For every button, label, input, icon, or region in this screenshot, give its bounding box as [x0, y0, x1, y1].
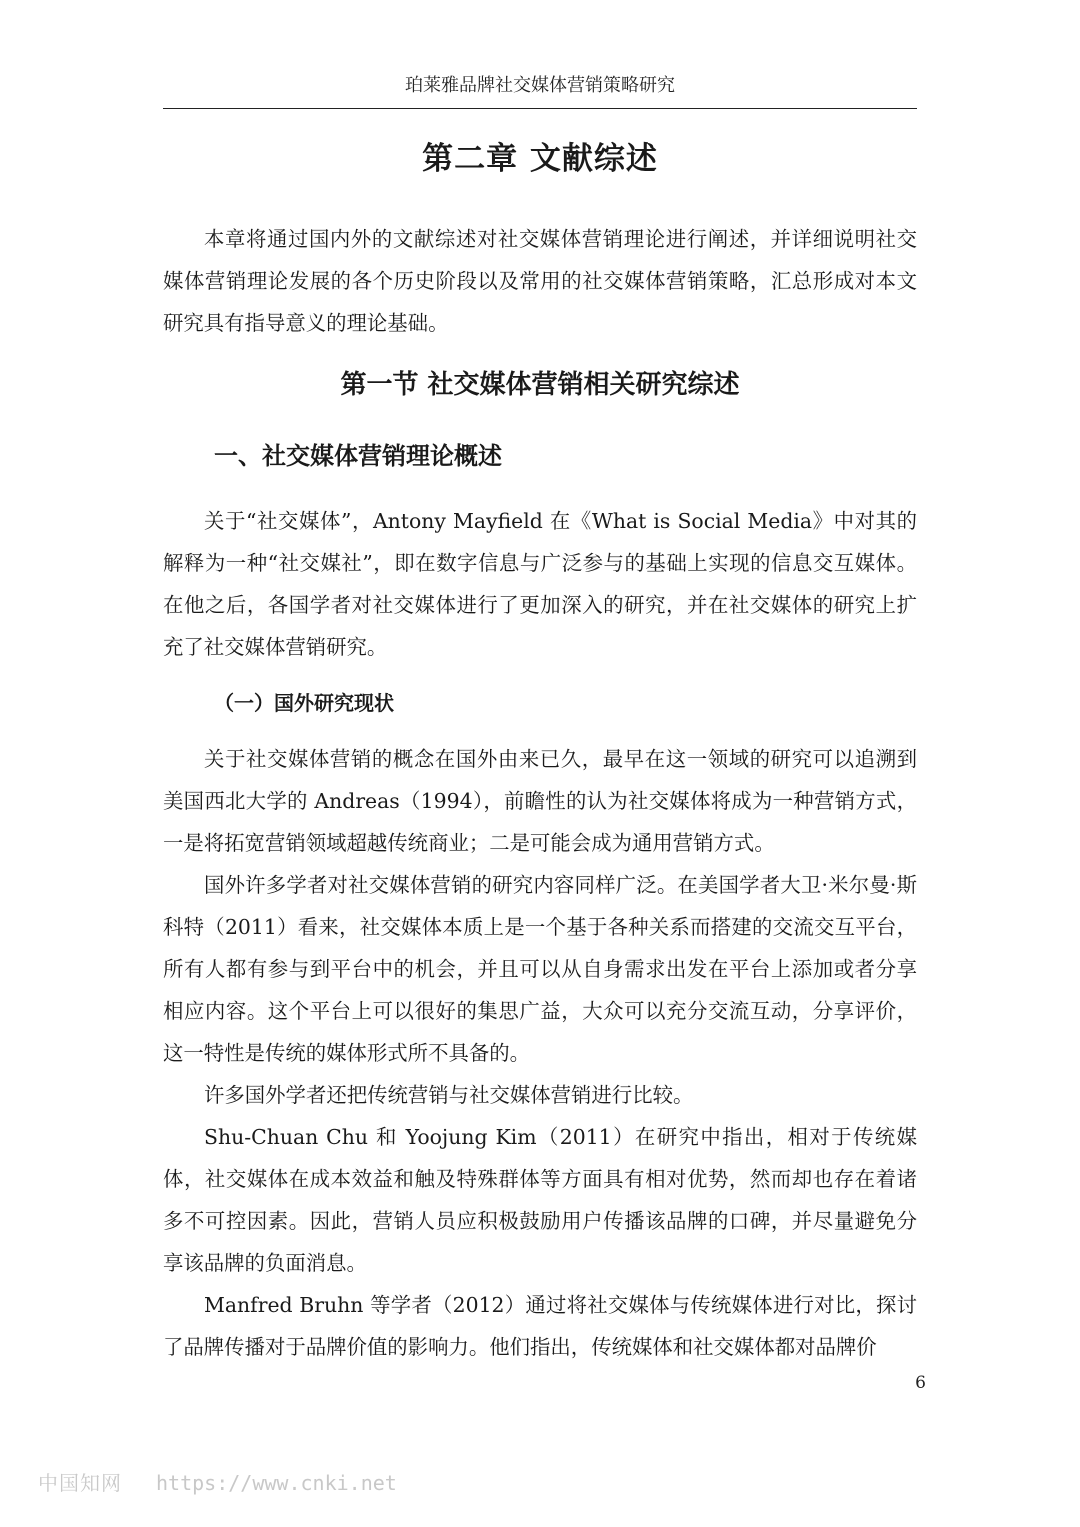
watermark-brand: 中国知网 — [38, 1471, 122, 1495]
body-paragraph: 国外许多学者对社交媒体营销的研究内容同样广泛。在美国学者大卫·米尔曼·斯科特（2011）看来，社交媒体本质上是一个基于各种关系而搭建的交流交互平台，所有人都有参与到平台中的机会，并且可以从自身需求出发在平台上添加或者分享相应内容。这个平台上可以很好的集思广益，大众可以充分交流互动，分享评价，这一特性是传统的媒体形式所不具备的。 — [163, 873, 917, 1065]
watermark-url: https://www.cnki.net — [156, 1471, 397, 1495]
subsection-title: 一、社交媒体营销理论概述 — [214, 442, 502, 470]
intro-paragraph: 本章将通过国内外的文献综述对社交媒体营销理论进行阐述，并详细说明社交媒体营销理论发展的各个历史阶段以及常用的社交媒体营销策略，汇总形成对本文研究具有指导意义的理论基础。 — [163, 227, 917, 335]
body-paragraph: Shu-Chuan Chu 和 Yoojung Kim（2011）在研究中指出，相对于传统媒体，社交媒体在成本效益和触及特殊群体等方面具有相对优势，然而却也存在着诸多不可控因素。因此，营销人员应积极鼓励用户传播该品牌的口碑，并尽量避免分享该品牌的负面消息。 — [163, 1125, 917, 1275]
subsubsection-title: （一）国外研究现状 — [214, 691, 394, 715]
page-number: 6 — [915, 1373, 926, 1393]
section-title: 第一节 社交媒体营销相关研究综述 — [340, 370, 740, 400]
header-rule — [163, 108, 917, 109]
running-header: 珀莱雅品牌社交媒体营销策略研究 — [405, 75, 675, 96]
body-paragraph: 许多国外学者还把传统营销与社交媒体营销进行比较。 — [204, 1083, 694, 1107]
chapter-title: 第二章 文献综述 — [422, 141, 658, 177]
cnki-watermark — [38, 1470, 397, 1496]
body-paragraph: 关于社交媒体营销的概念在国外由来已久，最早在这一领域的研究可以追溯到美国西北大学的 Andreas（1994），前瞻性的认为社交媒体将成为一种营销方式，一是将拓宽营销领域超越传统商业；二是可能会成为通用营销方式。 — [163, 747, 917, 855]
body-paragraph: Manfred Bruhn 等学者（2012）通过将社交媒体与传统媒体进行对比，探讨了品牌传播对于品牌价值的影响力。他们指出，传统媒体和社交媒体都对品牌价 — [163, 1293, 917, 1359]
overview-paragraph: 关于“社交媒体”，Antony Mayfield 在《What is Social Media》中对其的解释为一种“社交媒社”，即在数字信息与广泛参与的基础上实现的信息交互媒体。在他之后，各国学者对社交媒体进行了更加深入的研究，并在社交媒体的研究上扩充了社交媒体营销研究。 — [163, 509, 917, 659]
